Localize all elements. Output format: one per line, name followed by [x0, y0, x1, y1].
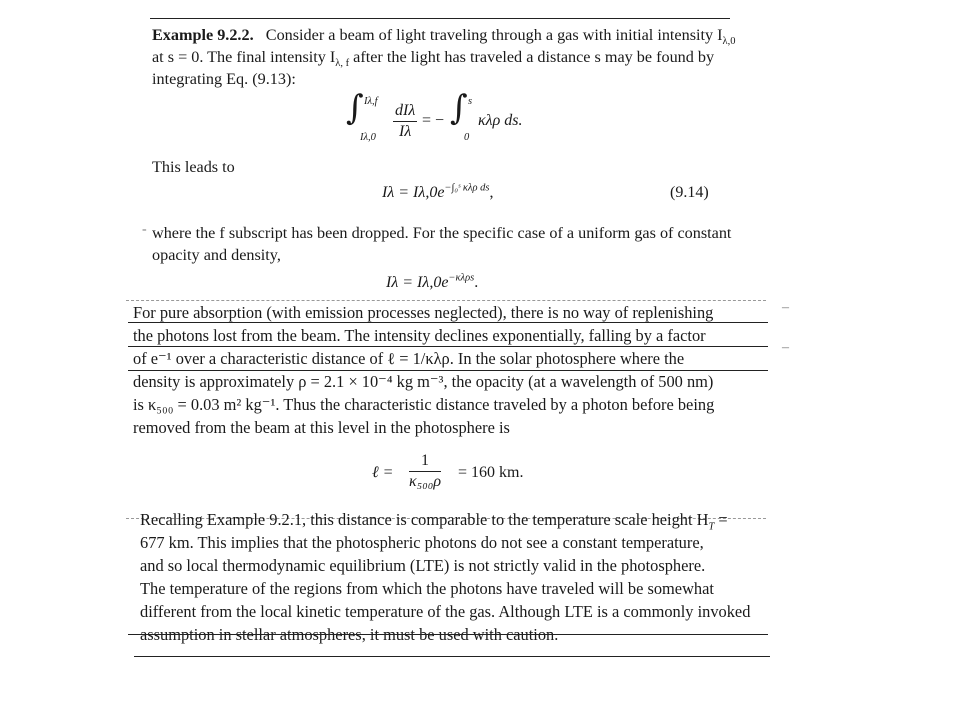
underline-2 [128, 346, 768, 347]
recall-line-4: The temperature of the regions from which the photons have traveled will be somewhat [140, 579, 714, 598]
equation-number-9-14: (9.14) [670, 184, 709, 201]
dropped-paragraph [152, 222, 732, 266]
absorption-line-2: the photons lost from the beam. The intensity declines exponentially, falling by a factor [133, 326, 706, 345]
uniform-equation: $I\lambda = I\lambda,0e^{-\kappa\lambda\rho s}$. [386, 272, 479, 291]
integral-equals: = − [422, 112, 445, 129]
integral-fraction: dIλ Iλ [395, 102, 416, 140]
example-line-1: Example 9.2.2. Consider a beam of light traveling through a gas with initial intensity $I_{\lambda,0}$ [152, 26, 736, 48]
absorption-line-4: density is approximately ρ = 2.1 × 10⁻⁴ kg m⁻³, the opacity (at a wavelength of 500 nm) [133, 372, 714, 391]
absorption-line-5: is κ₅₀₀ = 0.03 m² kg⁻¹. Thus the characteristic distance traveled by a photon before being [133, 395, 715, 414]
integral-right-upper: s [468, 96, 473, 107]
dropped-line-1: where the f subscript has been dropped. For the specific case of a uniform gas of constant [152, 224, 732, 242]
underline-1 [128, 322, 768, 323]
distance-equation [372, 452, 552, 500]
margin-mark-right: ‒ [782, 300, 789, 315]
dropped-line-2: opacity and density, [152, 246, 281, 264]
integral-equation [346, 88, 546, 152]
bottom-rule-1 [128, 634, 768, 635]
integral-left-lower: Iλ,0 [360, 132, 376, 143]
integral-left-upper: Iλ,f [364, 96, 378, 107]
example-line-2: at s = 0. The final intensity $I_{\lambda, f}$ after the light has traveled a distance s may be found by [152, 48, 715, 70]
absorption-line-3: of e⁻¹ over a characteristic distance of ℓ = 1/κλρ. In the solar photosphere where the [133, 349, 685, 368]
recall-line-5: different from the local kinetic temperature of the gas. Although LTE is a commonly invoked [140, 602, 751, 621]
recall-line-2: 677 km. This implies that the photospheric photons do not see a constant temperature, [140, 533, 704, 552]
integral-sign-left: ∫ [346, 88, 364, 128]
margin-tick: - [142, 222, 147, 237]
bottom-rule-2 [134, 656, 770, 657]
absorption-line-6: removed from the beam at this level in the photosphere is [133, 418, 510, 437]
underline-3 [128, 370, 768, 371]
equation-9-14: $I\lambda = I\lambda,0e^{-\int_0ˢ \kappa\lambda\rho ds}$, [382, 182, 494, 201]
uniform-exponent: −κλρs [448, 272, 475, 284]
example-label: Example 9.2.2. [152, 26, 254, 44]
equation-9-14-exponent: −∫₀ˢ κλρ ds [444, 182, 490, 194]
recall-paragraph [140, 508, 770, 646]
absorption-line-1: For pure absorption (with emission processes neglected), there is no way of replenishing [133, 303, 714, 322]
integral-integrand: κλρ ds. [478, 112, 523, 129]
recall-line-6: assumption in stellar atmospheres, it must be used with caution. [140, 625, 559, 644]
distance-fraction: $\frac{1}{\text{κ₅₀₀ρ}}$ [409, 452, 442, 490]
recall-line-3: and so local thermodynamic equilibrium (LTE) is not strictly valid in the photosphere. [140, 556, 706, 575]
distance-lhs: ℓ = [372, 464, 394, 481]
top-rule [150, 18, 730, 19]
margin-mark-right-2: ‒ [782, 340, 789, 355]
recall-line-1: Recalling Example 9.2.1, this distance is comparable to the temperature scale height $H_T$ = [140, 510, 728, 533]
integral-sign-right: ∫ [450, 88, 468, 128]
leads-to-text: This leads to [152, 158, 235, 176]
example-line-3: integrating Eq. (9.13): [152, 70, 296, 88]
example-paragraph [152, 24, 736, 90]
integral-right-lower: 0 [464, 132, 470, 143]
distance-rhs: = 160 km. [458, 464, 524, 481]
